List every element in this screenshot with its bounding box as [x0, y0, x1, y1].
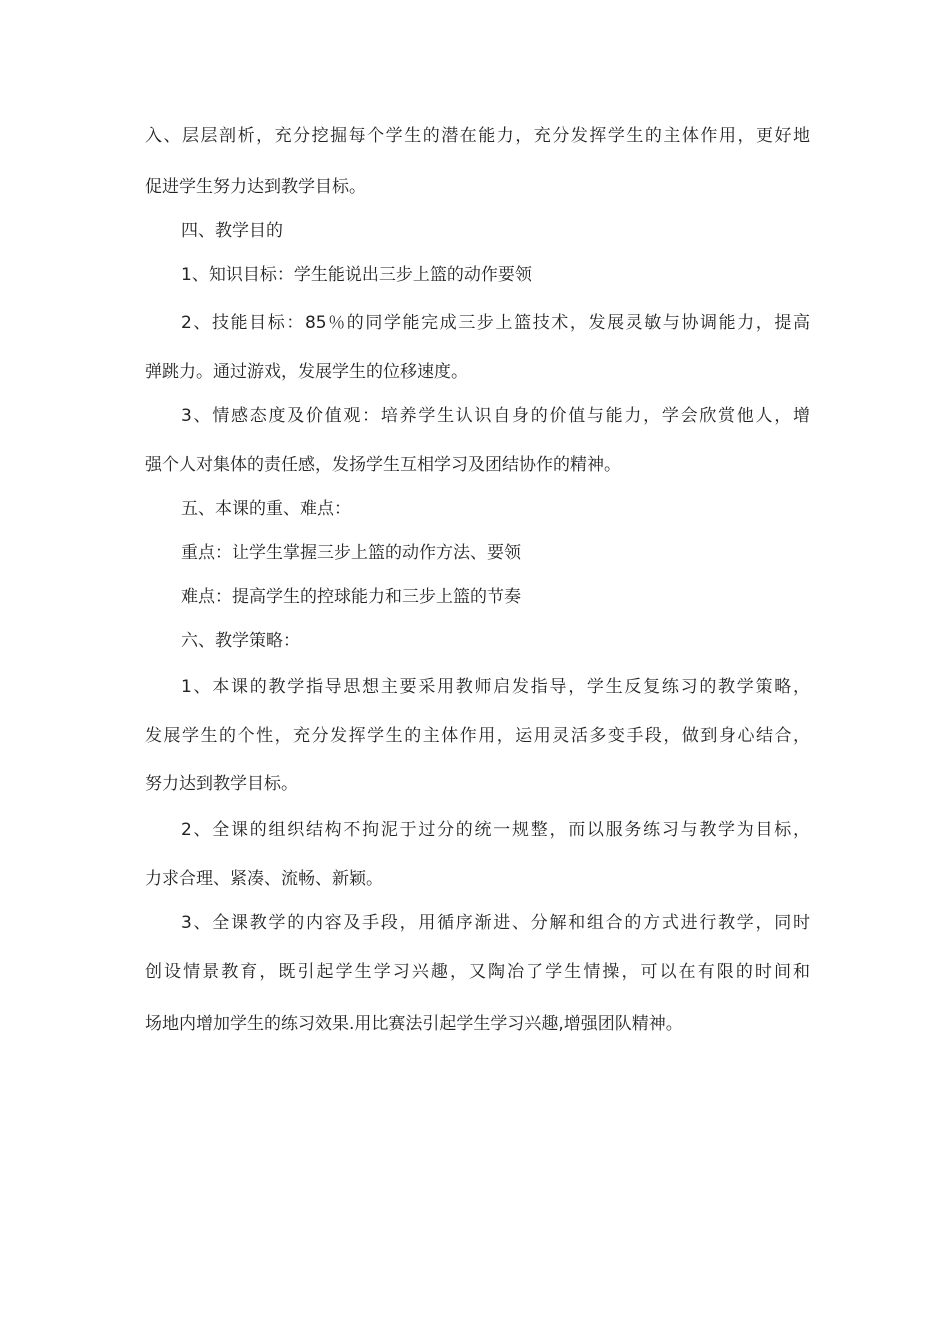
paragraph-line: 3、情感态度及价值观：培养学生认识自身的价值与能力，学会欣赏他人，增 — [181, 406, 810, 426]
section-heading: 六、教学策略： — [181, 631, 300, 651]
paragraph-line: 1、本课的教学指导思想主要采用教师启发指导，学生反复练习的教学策略， — [181, 677, 810, 697]
paragraph-line: 3、全课教学的内容及手段，用循序渐进、分解和组合的方式进行教学，同时 — [181, 913, 810, 933]
paragraph-line: 促进学生努力达到教学目标。 — [145, 177, 366, 197]
paragraph-line: 2、技能目标：85％的同学能完成三步上篮技术，发展灵敏与协调能力，提高 — [181, 313, 810, 333]
paragraph-line: 弹跳力。通过游戏，发展学生的位移速度。 — [145, 362, 468, 382]
paragraph-line: 2、全课的组织结构不拘泥于过分的统一规整，而以服务练习与教学为目标， — [181, 820, 810, 840]
paragraph-line: 发展学生的个性，充分发挥学生的主体作用，运用灵活多变手段，做到身心结合， — [145, 726, 810, 746]
paragraph-line: 难点：提高学生的控球能力和三步上篮的节奏 — [181, 587, 521, 607]
paragraph-line: 力求合理、紧凑、流畅、新颖。 — [145, 869, 383, 889]
section-heading: 五、本课的重、难点： — [181, 499, 351, 519]
paragraph-line: 重点：让学生掌握三步上篮的动作方法、要领 — [181, 543, 521, 563]
paragraph-line: 场地内增加学生的练习效果.用比赛法引起学生学习兴趣,增强团队精神。 — [145, 1014, 683, 1034]
section-heading: 四、教学目的 — [181, 221, 283, 241]
paragraph-line: 努力达到教学目标。 — [145, 774, 298, 794]
paragraph-line: 强个人对集体的责任感，发扬学生互相学习及团结协作的精神。 — [145, 455, 621, 475]
paragraph-line: 1、知识目标：学生能说出三步上篮的动作要领 — [181, 265, 532, 285]
paragraph-line: 创设情景教育，既引起学生学习兴趣，又陶冶了学生情操，可以在有限的时间和 — [145, 962, 810, 982]
paragraph-line: 入、层层剖析，充分挖掘每个学生的潜在能力，充分发挥学生的主体作用，更好地 — [145, 126, 810, 146]
